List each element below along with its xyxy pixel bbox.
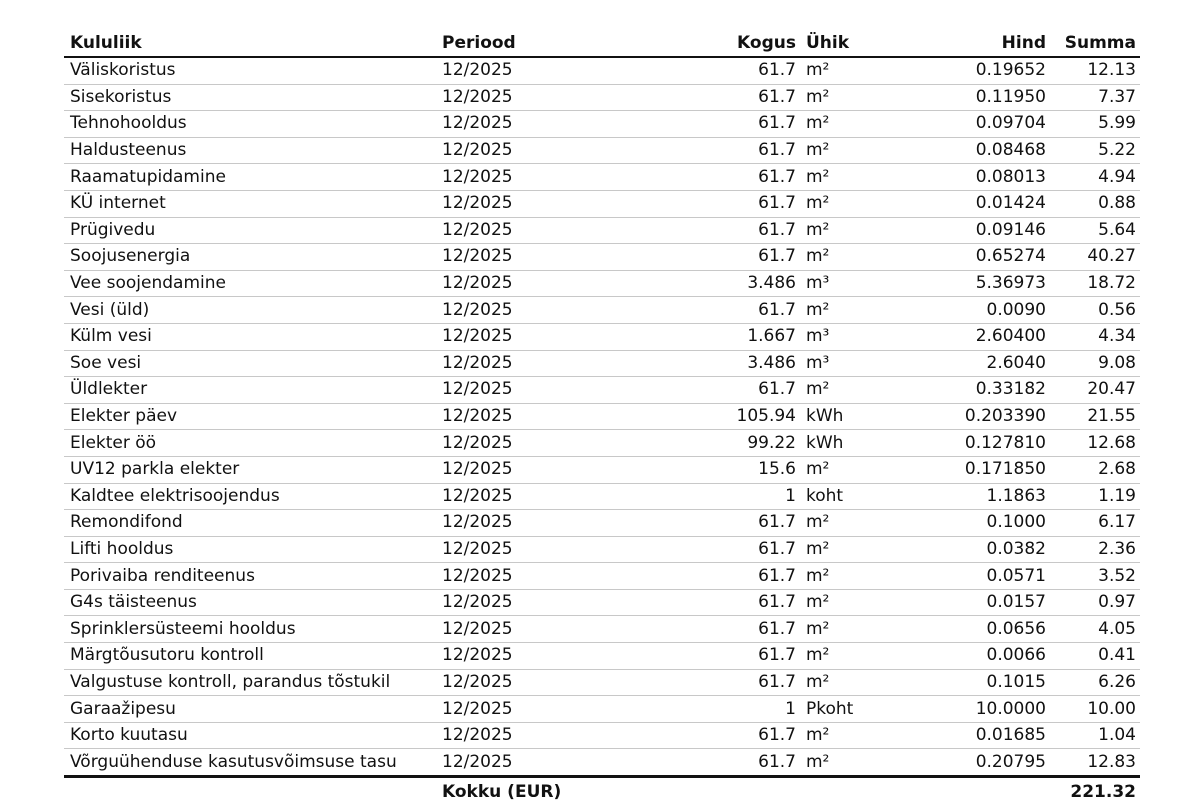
- table-row: [64, 669, 1140, 696]
- cell-kogus: 61.7: [586, 536, 800, 563]
- cell-kogus: 61.7: [586, 57, 800, 84]
- cell-kogus: 61.7: [586, 244, 800, 271]
- cell-kogus: 61.7: [586, 217, 800, 244]
- table-footer: [64, 777, 1140, 806]
- cell-hind: 0.11950: [864, 84, 1050, 111]
- cell-kogus: 61.7: [586, 669, 800, 696]
- cell-kululiik: Vesi (üld): [64, 297, 436, 324]
- cell-periood: 12/2025: [436, 589, 586, 616]
- cell-kululiik: UV12 parkla elekter: [64, 456, 436, 483]
- cell-kululiik: Väliskoristus: [64, 57, 436, 84]
- table-row: [64, 57, 1140, 84]
- cell-kogus: 61.7: [586, 377, 800, 404]
- cell-periood: 12/2025: [436, 430, 586, 457]
- total-empty-cell: [800, 777, 864, 806]
- cell-hind: 0.0066: [864, 643, 1050, 670]
- cell-kogus: 61.7: [586, 749, 800, 777]
- cell-periood: 12/2025: [436, 217, 586, 244]
- cell-periood: 12/2025: [436, 377, 586, 404]
- cell-periood: 12/2025: [436, 190, 586, 217]
- cell-summa: 12.13: [1050, 57, 1140, 84]
- header-hind: Hind: [864, 30, 1050, 57]
- cell-hind: 1.1863: [864, 483, 1050, 510]
- cell-kogus: 61.7: [586, 510, 800, 537]
- cell-periood: 12/2025: [436, 456, 586, 483]
- header-summa: Summa: [1050, 30, 1140, 57]
- table-body: [64, 57, 1140, 777]
- cell-kogus: 61.7: [586, 111, 800, 138]
- cell-periood: 12/2025: [436, 643, 586, 670]
- table-row: [64, 164, 1140, 191]
- cell-hind: 0.19652: [864, 57, 1050, 84]
- cell-uhik: m³: [800, 350, 864, 377]
- cell-summa: 4.34: [1050, 323, 1140, 350]
- cell-uhik: m²: [800, 297, 864, 324]
- cell-kululiik: Vee soojendamine: [64, 270, 436, 297]
- table-row: [64, 403, 1140, 430]
- cell-uhik: m²: [800, 536, 864, 563]
- cell-hind: 0.0090: [864, 297, 1050, 324]
- cell-summa: 5.64: [1050, 217, 1140, 244]
- cell-hind: 0.0157: [864, 589, 1050, 616]
- cell-kogus: 61.7: [586, 563, 800, 590]
- cell-summa: 12.83: [1050, 749, 1140, 777]
- cell-uhik: m²: [800, 57, 864, 84]
- header-kogus: Kogus: [586, 30, 800, 57]
- table-row: [64, 749, 1140, 777]
- table-row: [64, 643, 1140, 670]
- cell-kululiik: Raamatupidamine: [64, 164, 436, 191]
- cell-periood: 12/2025: [436, 696, 586, 723]
- cell-summa: 0.88: [1050, 190, 1140, 217]
- cell-uhik: m²: [800, 217, 864, 244]
- cell-periood: 12/2025: [436, 563, 586, 590]
- cell-kululiik: Külm vesi: [64, 323, 436, 350]
- cell-summa: 5.22: [1050, 137, 1140, 164]
- cell-summa: 4.94: [1050, 164, 1140, 191]
- cell-uhik: m²: [800, 563, 864, 590]
- cell-periood: 12/2025: [436, 749, 586, 777]
- cell-uhik: m²: [800, 164, 864, 191]
- cell-kogus: 61.7: [586, 164, 800, 191]
- cell-uhik: m²: [800, 589, 864, 616]
- table-row: [64, 323, 1140, 350]
- table-row: [64, 563, 1140, 590]
- cell-periood: 12/2025: [436, 510, 586, 537]
- total-label: Kokku (EUR): [442, 781, 562, 802]
- cell-kululiik: Võrguühenduse kasutusvõimsuse tasu: [64, 749, 436, 777]
- cell-kululiik: Prügivedu: [64, 217, 436, 244]
- cell-hind: 0.09704: [864, 111, 1050, 138]
- cell-kululiik: Sprinklersüsteemi hooldus: [64, 616, 436, 643]
- cell-summa: 18.72: [1050, 270, 1140, 297]
- table-row: [64, 137, 1140, 164]
- cell-summa: 1.19: [1050, 483, 1140, 510]
- cell-kululiik: Elekter öö: [64, 430, 436, 457]
- table-row: [64, 84, 1140, 111]
- cell-periood: 12/2025: [436, 669, 586, 696]
- cell-kululiik: Elekter päev: [64, 403, 436, 430]
- cell-summa: 2.36: [1050, 536, 1140, 563]
- cell-summa: 1.04: [1050, 722, 1140, 749]
- header-periood: Periood: [436, 30, 586, 57]
- cell-kogus: 1: [586, 696, 800, 723]
- cell-uhik: m²: [800, 137, 864, 164]
- cell-uhik: m²: [800, 510, 864, 537]
- table-row: [64, 510, 1140, 537]
- cell-periood: 12/2025: [436, 137, 586, 164]
- cell-summa: 9.08: [1050, 350, 1140, 377]
- cell-kogus: 61.7: [586, 190, 800, 217]
- cell-periood: 12/2025: [436, 111, 586, 138]
- table-header: [64, 30, 1140, 57]
- total-empty-cell: [64, 777, 436, 806]
- cell-hind: 0.33182: [864, 377, 1050, 404]
- cell-hind: 0.08013: [864, 164, 1050, 191]
- cell-kogus: 61.7: [586, 297, 800, 324]
- cell-kululiik: Märgtõusutoru kontroll: [64, 643, 436, 670]
- cell-kululiik: Soojusenergia: [64, 244, 436, 271]
- table-row: [64, 536, 1140, 563]
- cell-uhik: m²: [800, 749, 864, 777]
- cell-hind: 0.0382: [864, 536, 1050, 563]
- cell-hind: 0.0656: [864, 616, 1050, 643]
- cell-periood: 12/2025: [436, 84, 586, 111]
- cell-kogus: 61.7: [586, 84, 800, 111]
- cell-hind: 0.1000: [864, 510, 1050, 537]
- cell-uhik: kWh: [800, 403, 864, 430]
- cell-summa: 5.99: [1050, 111, 1140, 138]
- cell-uhik: m²: [800, 669, 864, 696]
- cell-summa: 0.41: [1050, 643, 1140, 670]
- cell-kogus: 61.7: [586, 589, 800, 616]
- cell-kululiik: Korto kuutasu: [64, 722, 436, 749]
- cell-hind: 0.1015: [864, 669, 1050, 696]
- table-row: [64, 244, 1140, 271]
- cell-uhik: m²: [800, 111, 864, 138]
- cell-hind: 0.65274: [864, 244, 1050, 271]
- cell-hind: 0.09146: [864, 217, 1050, 244]
- table-row: [64, 350, 1140, 377]
- total-row: [64, 777, 1140, 806]
- cell-uhik: m²: [800, 722, 864, 749]
- cell-hind: 0.08468: [864, 137, 1050, 164]
- cell-periood: 12/2025: [436, 536, 586, 563]
- cell-hind: 2.6040: [864, 350, 1050, 377]
- cell-periood: 12/2025: [436, 164, 586, 191]
- cell-periood: 12/2025: [436, 57, 586, 84]
- cell-periood: 12/2025: [436, 323, 586, 350]
- cell-summa: 21.55: [1050, 403, 1140, 430]
- table-row: [64, 696, 1140, 723]
- cell-hind: 10.0000: [864, 696, 1050, 723]
- cell-summa: 10.00: [1050, 696, 1140, 723]
- cost-table: [64, 30, 1140, 806]
- cell-summa: 0.56: [1050, 297, 1140, 324]
- cell-summa: 4.05: [1050, 616, 1140, 643]
- cell-hind: 2.60400: [864, 323, 1050, 350]
- cell-kogus: 61.7: [586, 722, 800, 749]
- cell-kogus: 1.667: [586, 323, 800, 350]
- cell-uhik: m²: [800, 616, 864, 643]
- cell-summa: 2.68: [1050, 456, 1140, 483]
- table-row: [64, 377, 1140, 404]
- table-row: [64, 722, 1140, 749]
- total-empty-cell: [864, 777, 1050, 806]
- table-row: [64, 616, 1140, 643]
- cell-kogus: 105.94: [586, 403, 800, 430]
- cell-kululiik: Lifti hooldus: [64, 536, 436, 563]
- cell-kogus: 3.486: [586, 270, 800, 297]
- cell-hind: 0.127810: [864, 430, 1050, 457]
- header-kululiik: Kululiik: [64, 30, 436, 57]
- header-uhik: Ühik: [800, 30, 864, 57]
- cell-periood: 12/2025: [436, 616, 586, 643]
- cell-kululiik: Garaažipesu: [64, 696, 436, 723]
- cell-kululiik: Valgustuse kontroll, parandus tõstukil: [64, 669, 436, 696]
- cell-kululiik: Porivaiba renditeenus: [64, 563, 436, 590]
- cell-periood: 12/2025: [436, 297, 586, 324]
- cell-summa: 40.27: [1050, 244, 1140, 271]
- cell-uhik: m²: [800, 244, 864, 271]
- cell-periood: 12/2025: [436, 270, 586, 297]
- cell-uhik: koht: [800, 483, 864, 510]
- header-row: [64, 30, 1140, 57]
- table-row: [64, 483, 1140, 510]
- cell-kogus: 1: [586, 483, 800, 510]
- cell-uhik: m²: [800, 456, 864, 483]
- cell-summa: 20.47: [1050, 377, 1140, 404]
- table-row: [64, 589, 1140, 616]
- cell-uhik: m²: [800, 377, 864, 404]
- cell-summa: 6.17: [1050, 510, 1140, 537]
- cell-kogus: 61.7: [586, 616, 800, 643]
- cost-table-sheet: [64, 30, 1140, 806]
- cell-uhik: m²: [800, 643, 864, 670]
- cell-kogus: 15.6: [586, 456, 800, 483]
- cell-kululiik: Sisekoristus: [64, 84, 436, 111]
- cell-hind: 5.36973: [864, 270, 1050, 297]
- cell-uhik: m³: [800, 270, 864, 297]
- cell-kogus: 61.7: [586, 137, 800, 164]
- table-row: [64, 111, 1140, 138]
- cell-kululiik: Soe vesi: [64, 350, 436, 377]
- cell-kululiik: Üldlekter: [64, 377, 436, 404]
- table-row: [64, 270, 1140, 297]
- cell-kululiik: KÜ internet: [64, 190, 436, 217]
- cell-kululiik: G4s täisteenus: [64, 589, 436, 616]
- cell-kululiik: Kaldtee elektrisoojendus: [64, 483, 436, 510]
- cell-periood: 12/2025: [436, 483, 586, 510]
- cell-uhik: kWh: [800, 430, 864, 457]
- cell-hind: 0.01685: [864, 722, 1050, 749]
- cell-kogus: 99.22: [586, 430, 800, 457]
- cell-summa: 7.37: [1050, 84, 1140, 111]
- cell-uhik: m²: [800, 190, 864, 217]
- cell-uhik: m²: [800, 84, 864, 111]
- cell-periood: 12/2025: [436, 350, 586, 377]
- cell-kululiik: Remondifond: [64, 510, 436, 537]
- total-value: 221.32: [1070, 781, 1136, 802]
- cell-kululiik: Tehnohooldus: [64, 111, 436, 138]
- cell-summa: 12.68: [1050, 430, 1140, 457]
- cell-uhik: Pkoht: [800, 696, 864, 723]
- cell-summa: 3.52: [1050, 563, 1140, 590]
- cell-periood: 12/2025: [436, 403, 586, 430]
- table-row: [64, 430, 1140, 457]
- cell-hind: 0.0571: [864, 563, 1050, 590]
- cell-kogus: 61.7: [586, 643, 800, 670]
- cell-summa: 0.97: [1050, 589, 1140, 616]
- table-row: [64, 217, 1140, 244]
- table-row: [64, 456, 1140, 483]
- cell-kogus: 3.486: [586, 350, 800, 377]
- table-row: [64, 190, 1140, 217]
- cell-hind: 0.01424: [864, 190, 1050, 217]
- cell-periood: 12/2025: [436, 722, 586, 749]
- cell-hind: 0.20795: [864, 749, 1050, 777]
- cell-kululiik: Haldusteenus: [64, 137, 436, 164]
- cell-hind: 0.203390: [864, 403, 1050, 430]
- cell-uhik: m³: [800, 323, 864, 350]
- cell-hind: 0.171850: [864, 456, 1050, 483]
- table-row: [64, 297, 1140, 324]
- cell-periood: 12/2025: [436, 244, 586, 271]
- cell-summa: 6.26: [1050, 669, 1140, 696]
